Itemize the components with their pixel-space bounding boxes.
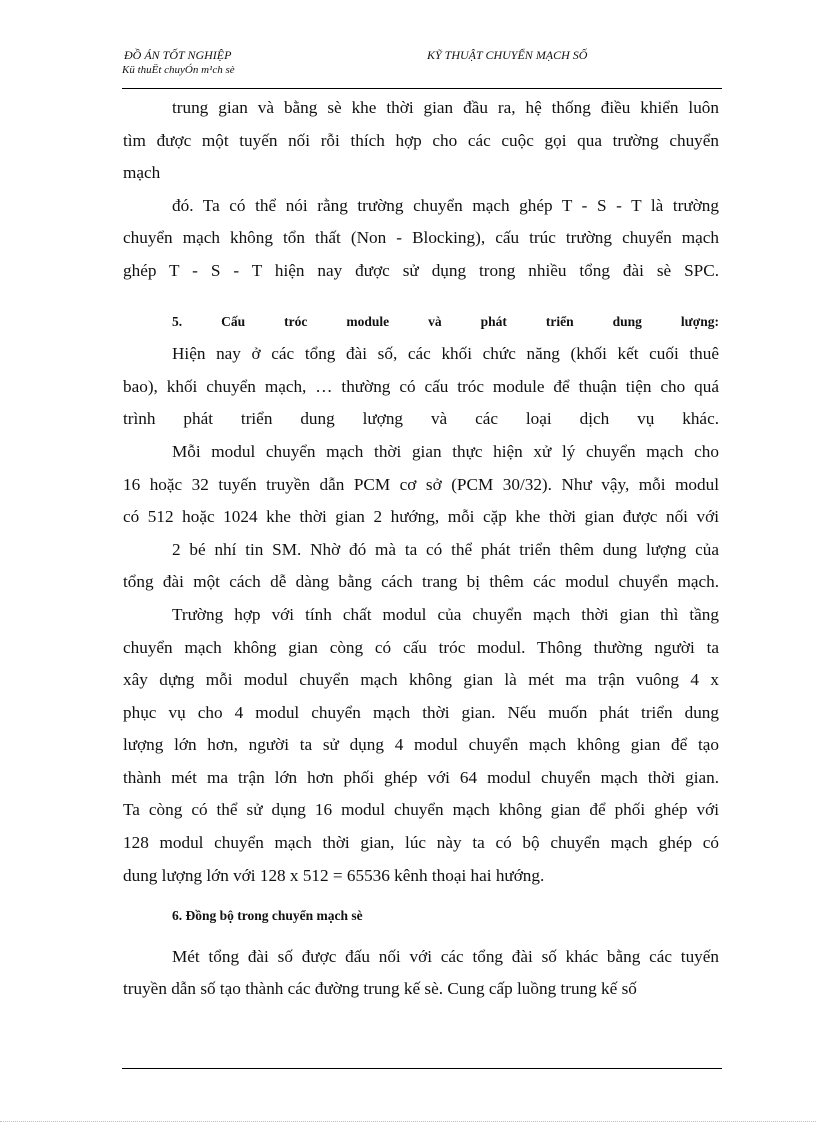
text-line: chuyển mạch không gian còng có cấu tróc modul. Thông thường người ta [123, 637, 719, 657]
section-heading-6: 6. Đồng bộ trong chuyển mạch sè [172, 908, 363, 924]
text-line: 16 hoặc 32 tuyến truyền dẫn PCM cơ sở (PCM 30/32). Như vậy, mỗi modul [123, 474, 719, 494]
text-line: có 512 hoặc 1024 khe thời gian 2 hướng, mỗi cặp khe thời gian được nối với [123, 507, 719, 527]
page-body [123, 92, 719, 1006]
text-line: Hiện nay ở các tổng đài số, các khối chức năng (khối kết cuối thuê [172, 344, 719, 364]
text-line: mạch [123, 163, 161, 183]
footer-rule [122, 1068, 722, 1069]
text-line: tổng đài một cách dễ dàng bằng cách trang bị thêm các modul chuyển mạch. [123, 572, 719, 592]
text-line: lượng lớn hơn, người ta sử dụng 4 modul chuyển mạch không gian để tạo [123, 735, 719, 755]
text-line: tìm được một tuyến nối rỗi thích hợp cho các cuộc gọi qua trường chuyển [123, 130, 719, 150]
header-rule [122, 88, 722, 89]
page-edge-dotted-line [0, 1121, 816, 1122]
paragraph-4 [123, 436, 719, 599]
text-line: chuyển mạch không tổn thất (Non - Blocking), cấu trúc trường chuyển mạch [123, 228, 719, 248]
text-line: xây dựng mỗi modul chuyển mạch không gian là mét ma trận vuông 4 x [123, 670, 719, 690]
page-header [122, 48, 722, 88]
text-line: bao), khối chuyển mạch, … thường có cấu tróc module để thuận tiện cho quá [123, 376, 719, 396]
text-line: trung gian và bằng sè khe thời gian đầu ra, hệ thống điều khiển luôn [172, 98, 719, 117]
section-heading-5: 5. Cấu tróc module và phát triển dung lượng: [172, 313, 719, 329]
text-line: Ta còng có thể sử dụng 16 modul chuyển mạch không gian để phối ghép với [123, 800, 719, 820]
spacer [123, 933, 719, 941]
text-line: Trường hợp với tính chất modul của chuyển mạch thời gian thì tầng [172, 604, 719, 624]
paragraph-1 [123, 92, 719, 190]
paragraph-2 [123, 190, 719, 288]
text-line: thành mét ma trận lớn hơn phối ghép với 64 modul chuyển mạch thời gian. [123, 767, 719, 787]
spacer [123, 892, 719, 900]
text-line: ghép T - S - T hiện nay được sử dụng trong nhiều tổng đài sè SPC. [123, 260, 719, 280]
paragraph-6 [123, 941, 719, 1006]
header-subtitle: Kü thuËt chuyÓn m¹ch sè [122, 64, 235, 76]
header-document-title: KỸ THUẬT CHUYỂN MẠCH SỐ [427, 48, 588, 62]
text-line: Mỗi modul chuyển mạch thời gian thực hiện xử lý chuyển mạch cho [172, 441, 719, 461]
text-line: Mét tổng đài số được đấu nối với các tổng đài số khác bằng các tuyến [172, 946, 719, 966]
text-line: 128 modul chuyển mạch thời gian, lúc này ta có bộ chuyển mạch ghép có [123, 833, 719, 853]
text-line: phục vụ cho 4 modul chuyển mạch thời gian. Nếu muốn phát triển dung [123, 702, 719, 722]
text-line: truyền dẫn số tạo thành các đường trung kế sè. Cung cấp luồng trung kế số [123, 979, 637, 999]
spacer [123, 288, 719, 306]
text-line: dung lượng lớn với 128 x 512 = 65536 kênh thoại hai hướng. [123, 865, 545, 885]
text-line: 2 bé nhí tin SM. Nhờ đó mà ta có thể phát triển thêm dung lượng của [172, 539, 719, 559]
paragraph-5 [123, 599, 719, 892]
text-line: đó. Ta có thể nói rằng trường chuyển mạch ghép T - S - T là trường [172, 195, 719, 215]
header-document-type: ĐỒ ÁN TỐT NGHIỆP [124, 48, 232, 62]
text-line: trình phát triển dung lượng và các loại dịch vụ khác. [123, 409, 719, 429]
paragraph-3 [123, 338, 719, 436]
